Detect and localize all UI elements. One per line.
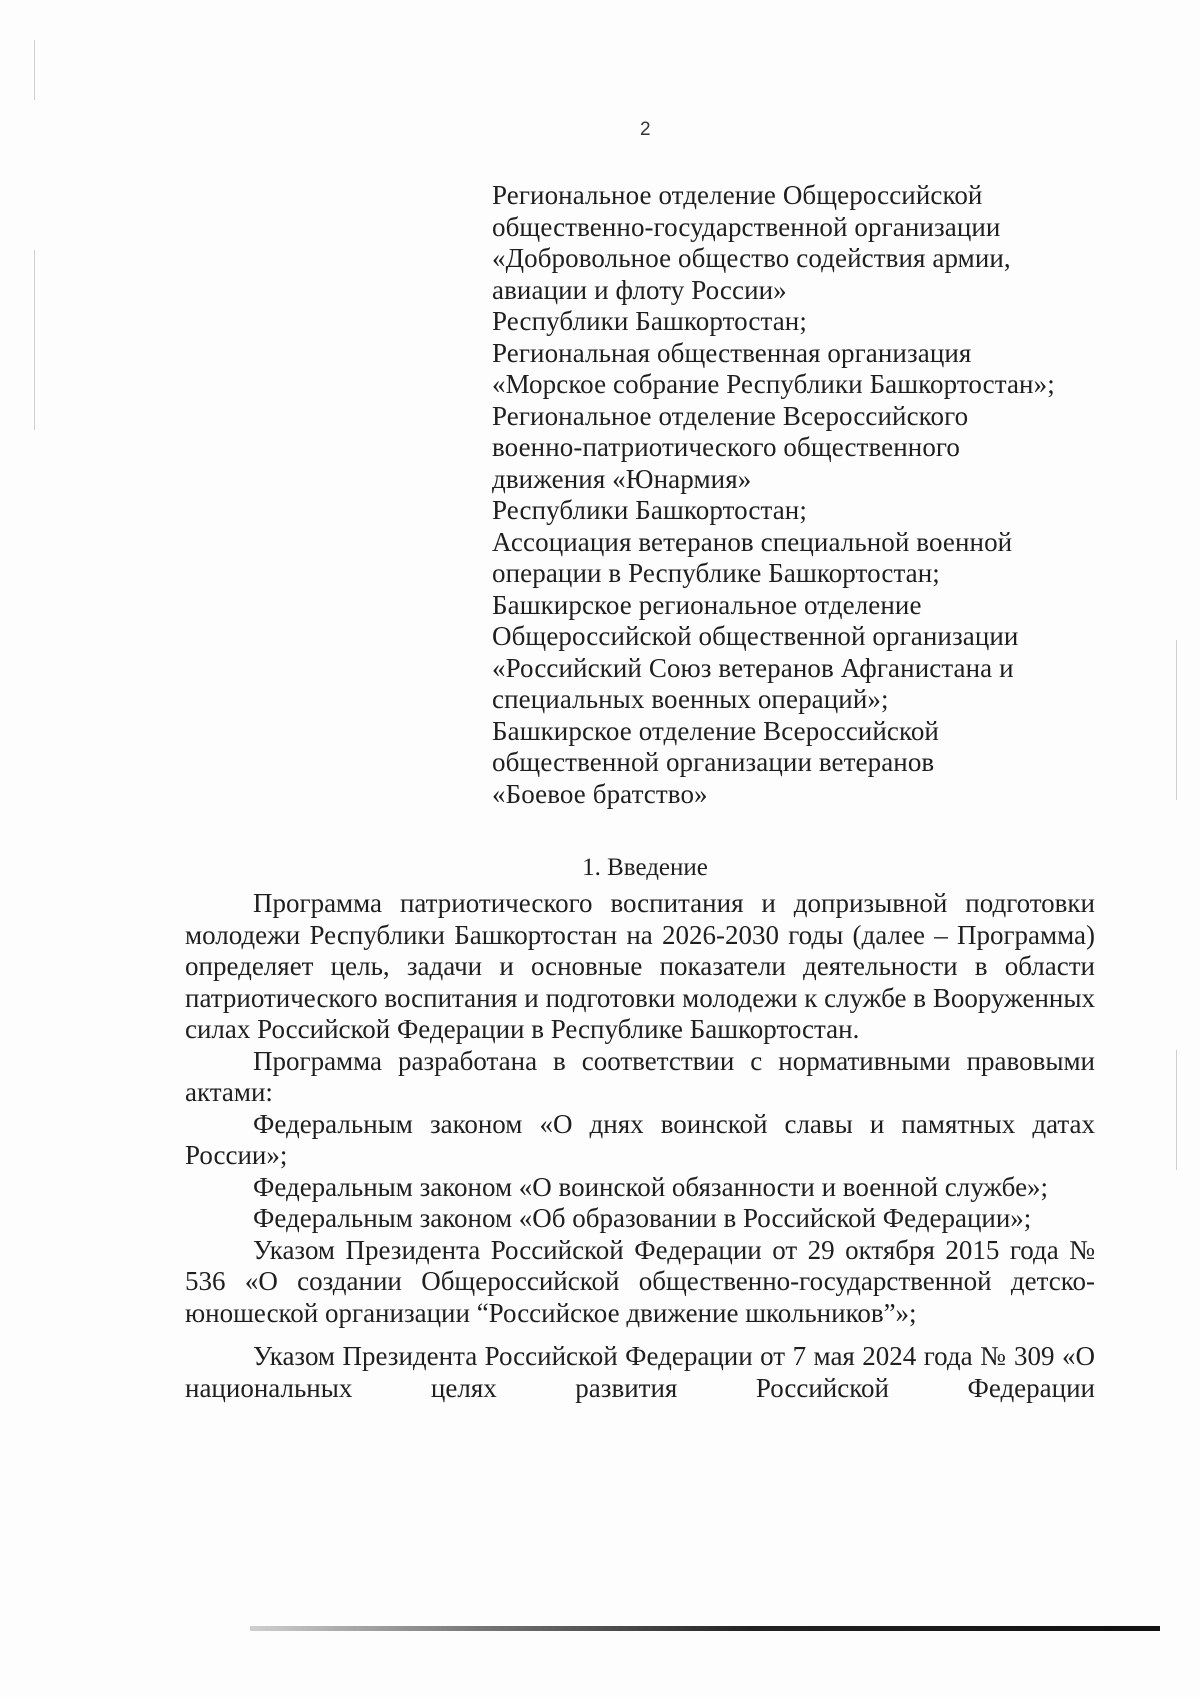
- organization-line: Региональное отделение Всероссийского: [492, 400, 969, 431]
- paragraph: Федеральным законом «Об образовании в Российской Федерации»;: [253, 1203, 1032, 1233]
- organization-line: общественной организации ветеранов: [492, 747, 935, 777]
- organization-line: общественно-государственной организации: [492, 211, 1001, 242]
- organization-list: [492, 180, 1132, 810]
- organization-line: «Боевое братство»: [492, 778, 708, 809]
- organization-line: авиации и флоту России»: [492, 274, 787, 305]
- organization-line: «Российский Союз ветеранов Афганистана и: [492, 652, 1014, 683]
- body-text: [185, 888, 1095, 1404]
- paragraph: Федеральным законом «О воинской обязанности и военной службе»;: [253, 1171, 1049, 1202]
- organization-line: «Морское собрание Республики Башкортостан»;: [492, 369, 1055, 399]
- paragraph: Программа разработана в соответствии с нормативными правовыми актами:: [185, 1045, 1095, 1107]
- paragraph: Указом Президента Российской Федерации от 29 октября 2015 года № 536 «О создании Общероссийской общественно-государственной детско-юношеской организации “Российское движение школьников”»;: [185, 1234, 1095, 1328]
- scan-margin-mark: [1176, 640, 1177, 800]
- organization-line: операции в Республике Башкортостан;: [492, 558, 940, 588]
- paragraph: Программа патриотического воспитания и допризывной подготовки молодежи Республики Башкортостан на 2026-2030 годы (далее – Программа) определяет цель, задачи и основные показатели деятельности в области патриотического воспитания и подготовки молодежи к службе в Вооруженных силах Российской Федерации в Республике Башкортостан.: [185, 888, 1095, 1044]
- paragraph: Федеральным законом «О днях воинской славы и памятных датах России»;: [185, 1108, 1095, 1170]
- organization-line: Региональная общественная организация: [492, 337, 972, 368]
- section-title: 1. Введение: [582, 854, 708, 881]
- organization-line: движения «Юнармия»: [492, 463, 752, 494]
- organization-line: Башкирское региональное отделение: [492, 589, 922, 620]
- organization-line: Ассоциация ветеранов специальной военной: [492, 526, 1013, 557]
- organization-line: Общероссийской общественной организации: [492, 621, 1019, 651]
- organization-line: «Добровольное общество содействия армии,: [492, 243, 1011, 273]
- organization-line: военно-патриотического общественного: [492, 432, 961, 462]
- scan-margin-mark: [34, 40, 35, 100]
- scan-margin-mark: [1176, 1050, 1177, 1170]
- organization-line: Республики Башкортостан;: [492, 306, 807, 336]
- organization-line: специальных военных операций»;: [492, 684, 889, 714]
- paragraph: Указом Президента Российской Федерации от 7 мая 2024 года № 309 «О национальных целях развития Российской Федерации: [185, 1341, 1095, 1403]
- organization-line: Республики Башкортостан;: [492, 495, 807, 525]
- organization-line: Региональное отделение Общероссийской: [492, 180, 983, 210]
- scan-margin-mark: [34, 250, 35, 430]
- bottom-rule: [250, 1626, 1160, 1631]
- page-number: 2: [640, 119, 651, 140]
- organization-line: Башкирское отделение Всероссийской: [492, 715, 939, 746]
